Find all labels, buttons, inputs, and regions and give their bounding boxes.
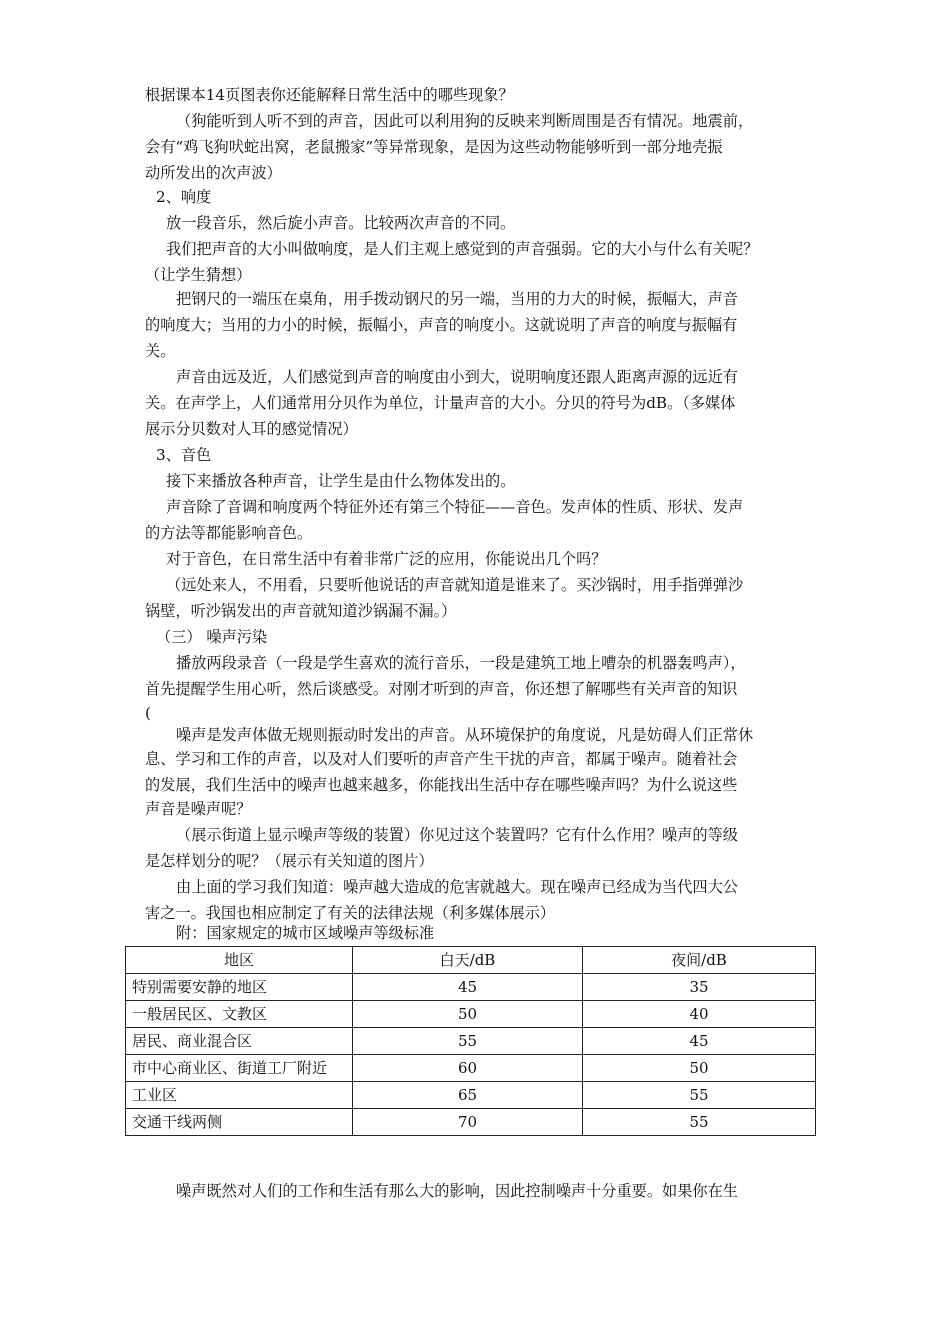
paragraph-line: 对于音色，在日常生活中有着非常广泛的应用，你能说出几个吗？ — [166, 550, 607, 568]
table-row — [126, 1001, 816, 1028]
paragraph-line: 噪声是发声体做无规则振动时发出的声音。从环境保护的角度说，凡是妨碍人们正常休 — [176, 726, 754, 744]
table-cell: 工业区 — [126, 1082, 353, 1109]
table-cell: 50 — [583, 1055, 816, 1082]
header-cell: 地区 — [126, 947, 353, 974]
paragraph-line: （让学生猜想） — [145, 266, 252, 284]
paragraph-line: 害之一。我国也相应制定了有关的法律法规（利多媒体展示） — [145, 904, 556, 922]
table-cell: 45 — [583, 1028, 816, 1055]
table-row — [126, 1109, 816, 1136]
paragraph-line: 我们把声音的大小叫做响度，是人们主观上感觉到的声音强弱。它的大小与什么有关呢？ — [166, 240, 759, 258]
closing-paragraph-line: 噪声既然对人们的工作和生活有那么大的影响，因此控制噪声十分重要。如果你在生 — [176, 1182, 738, 1200]
table-cell: 55 — [583, 1082, 816, 1109]
paragraph-line: 锅壁，听沙锅发出的声音就知道沙锅漏不漏。） — [145, 602, 457, 620]
paragraph-line: 会有“鸡飞狗吠蛇出窝，老鼠搬家”等异常现象，是因为这些动物能够听到一部分地壳振 — [145, 138, 723, 156]
table-cell: 55 — [353, 1028, 583, 1055]
paragraph-line: 接下来播放各种声音，让学生是由什么物体发出的。 — [166, 472, 516, 490]
header-cell: 夜间/dB — [583, 947, 816, 974]
table-row — [126, 974, 816, 1001]
table-cell: 交通干线两侧 — [126, 1109, 353, 1136]
table-cell: 70 — [353, 1109, 583, 1136]
table-caption: 附：国家规定的城市区域噪声等级标准 — [176, 924, 435, 942]
header-cell: 白天/dB — [353, 947, 583, 974]
paragraph-line: 声音是噪声呢？ — [145, 800, 252, 818]
section-heading: 3、音色 — [156, 446, 212, 464]
table-cell: 45 — [353, 974, 583, 1001]
paragraph-line: 声音除了音调和响度两个特征外还有第三个特征——音色。发声体的性质、形状、发声 — [166, 498, 744, 516]
paragraph-line: 的发展，我们生活中的噪声也越来越多，你能找出生活中存在哪些噪声吗？为什么说这些 — [145, 776, 738, 794]
paragraph-line: 首先提醒学生用心听，然后谈感受。对刚才听到的声音，你还想了解哪些有关声音的知识 — [145, 680, 738, 698]
section-heading: （三） 噪声污染 — [156, 628, 268, 646]
table-cell: 65 — [353, 1082, 583, 1109]
table-row — [126, 1055, 816, 1082]
paragraph-line: 声音由远及近，人们感觉到声音的响度由小到大，说明响度还跟人距离声源的远近有 — [176, 368, 738, 386]
paragraph-line: （狗能听到人听不到的声音，因此可以利用狗的反映来判断周围是否有情况。地震前， — [176, 112, 754, 130]
paragraph-line: 展示分贝数对人耳的感觉情况） — [145, 420, 358, 438]
paragraph-line: 息、学习和工作的声音，以及对人们要听的声音产生干扰的声音，都属于噪声。随着社会 — [145, 750, 738, 768]
table-cell: 50 — [353, 1001, 583, 1028]
table-cell: 一般居民区、文教区 — [126, 1001, 353, 1028]
paragraph-line: 根据课本14页图表你还能解释日常生活中的哪些现象？ — [145, 86, 514, 104]
paragraph-line: 关。在声学上，人们通常用分贝作为单位，计量声音的大小。分贝的符号为dB。（多媒体 — [145, 394, 736, 412]
table-cell: 35 — [583, 974, 816, 1001]
table-cell: 55 — [583, 1109, 816, 1136]
section-heading: 2、响度 — [156, 188, 212, 206]
table-cell: 40 — [583, 1001, 816, 1028]
paragraph-line: 的响度大；当用的力小的时候，振幅小，声音的响度小。这就说明了声音的响度与振幅有 — [145, 316, 738, 334]
paragraph-line: 动所发出的次声波） — [145, 164, 282, 182]
table-cell: 居民、商业混合区 — [126, 1028, 353, 1055]
paragraph-line: 放一段音乐，然后旋小声音。比较两次声音的不同。 — [166, 214, 516, 232]
table-header-row — [126, 947, 816, 974]
noise-standard-table — [125, 946, 816, 1136]
paragraph-line: 的方法等都能影响音色。 — [145, 524, 313, 542]
paragraph-line: （远处来人，不用看，只要听他说话的声音就知道是谁来了。买沙锅时，用手指弹弹沙 — [166, 576, 744, 594]
paragraph-line: 播放两段录音（一段是学生喜欢的流行音乐，一段是建筑工地上嘈杂的机器轰鸣声）， — [176, 654, 746, 672]
table-cell: 60 — [353, 1055, 583, 1082]
paragraph-line: 关。 — [145, 342, 176, 360]
paragraph-line: 由上面的学习我们知道：噪声越大造成的危害就越大。现在噪声已经成为当代四大公 — [176, 878, 738, 896]
table-cell: 特别需要安静的地区 — [126, 974, 353, 1001]
paragraph-line: 是怎样划分的呢？（展示有关知道的图片） — [145, 852, 434, 870]
paragraph-line: ( — [145, 704, 151, 722]
paragraph-line: （展示街道上显示噪声等级的装置）你见过这个装置吗？它有什么作用？噪声的等级 — [176, 826, 738, 844]
table-row — [126, 1082, 816, 1109]
table-row — [126, 1028, 816, 1055]
paragraph-line: 把钢尺的一端压在桌角，用手拨动钢尺的另一端，当用的力大的时候，振幅大，声音 — [176, 290, 738, 308]
table-cell: 市中心商业区、街道工厂附近 — [126, 1055, 353, 1082]
